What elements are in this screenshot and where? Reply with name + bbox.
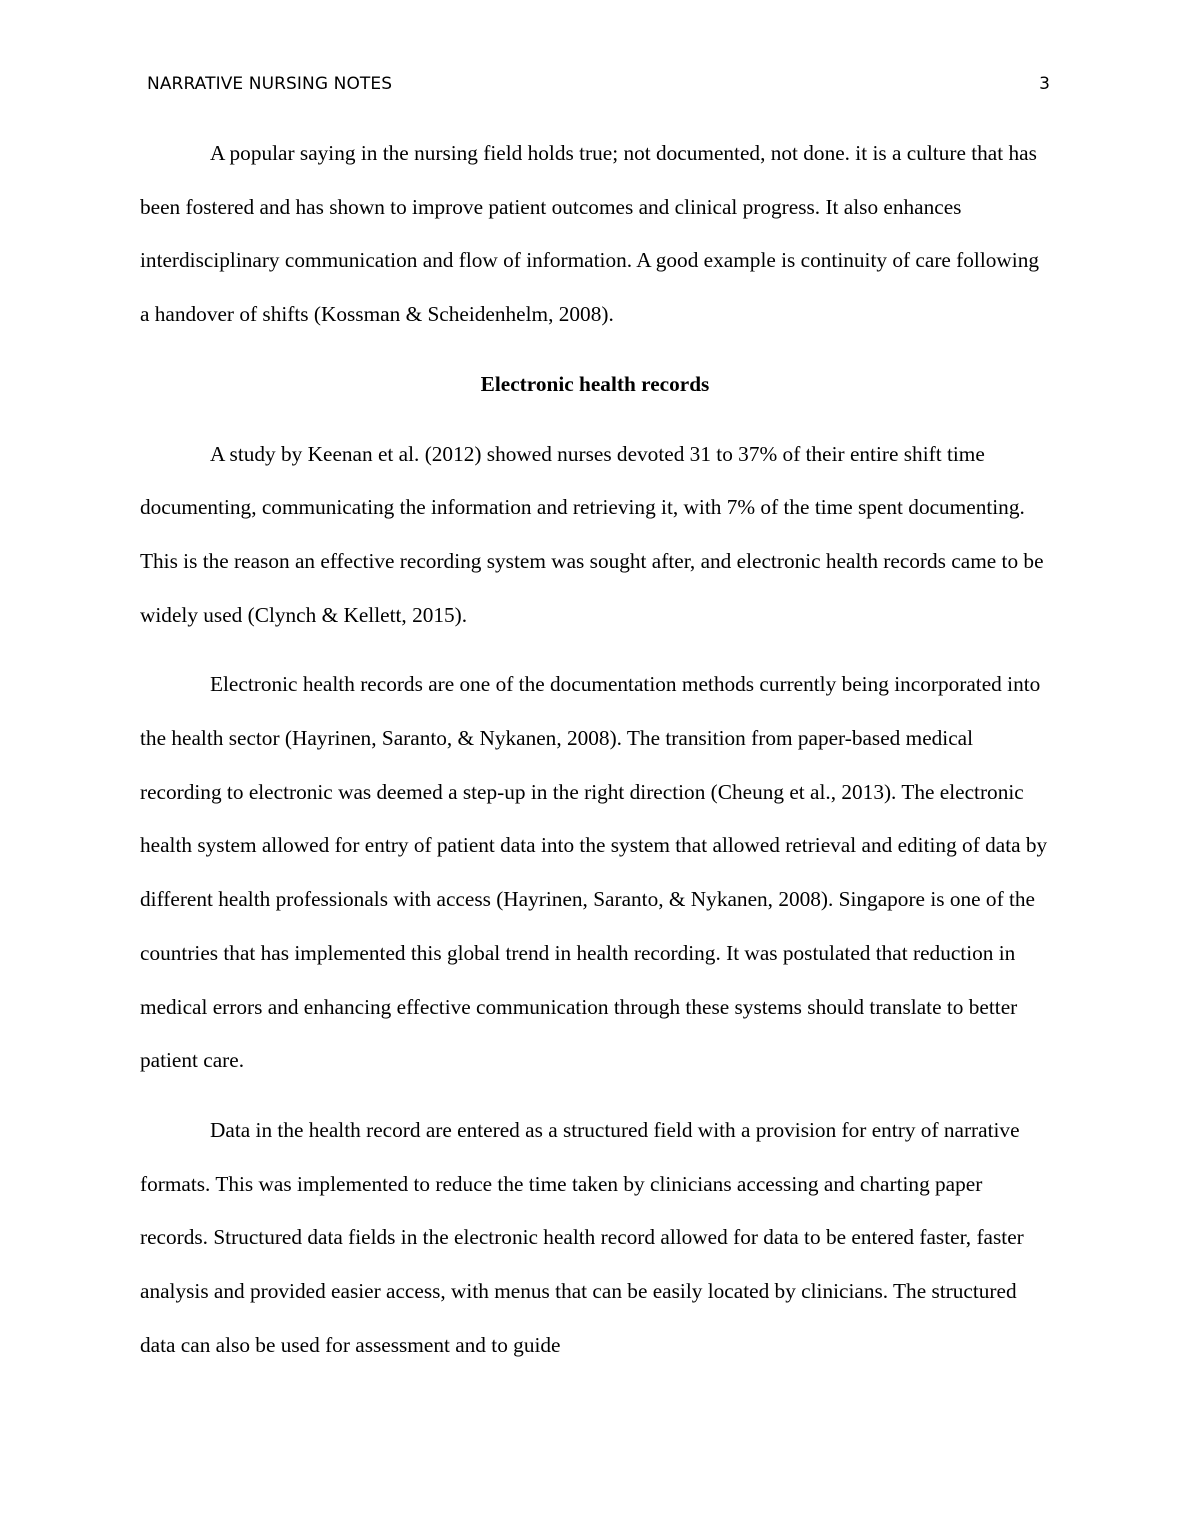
body-paragraph-1: A popular saying in the nursing field holds true; not documented, not done. it is a culture that has been fostered and has shown to improve patient outcomes and clinical progress. It also enhances interdisciplinary communication and flow of information. A good example is continuity of care following a handover of shifts (Kossman & Scheidenhelm, 2008). xyxy=(140,141,1040,327)
document-body xyxy=(140,127,1050,1388)
body-paragraph-4: Data in the health record are entered as a structured field with a provision for entry of narrative formats. This was implemented to reduce the time taken by clinicians accessing and charting paper records. Structured data fields in the electronic health record allowed for data to be entered faster, faster analysis and provided easier access, with menus that can be easily located by clinicians. The structured data can also be used for assessment and to guide xyxy=(140,1117,1024,1357)
running-head: NARRATIVE NURSING NOTES xyxy=(147,74,393,94)
section-heading: Electronic health records xyxy=(480,371,710,396)
body-paragraph-2: A study by Keenan et al. (2012) showed nurses devoted 31 to 37% of their entire shift time documenting, communicating the information and retrieving it, with 7% of the time spent documenting. This is the reason an effective recording system was sought after, and electronic health records came to be widely used (Clynch & Kellett, 2015). xyxy=(140,441,1044,627)
page-number: 3 xyxy=(1039,74,1050,94)
body-paragraph-3: Electronic health records are one of the documentation methods currently being incorporated into the health sector (Hayrinen, Saranto, & Nykanen, 2008). The transition from paper-based medical recording to electronic was deemed a step-up in the right direction (Cheung et al., 2013). The electronic health system allowed for entry of patient data into the system that allowed retrieval and editing of data by different health professionals with access (Hayrinen, Saranto, & Nykanen, 2008). Singapore is one of the countries that has implemented this global trend in health recording. It was postulated that reduction in medical errors and enhancing effective communication through these systems should translate to better patient care. xyxy=(140,672,1048,1073)
